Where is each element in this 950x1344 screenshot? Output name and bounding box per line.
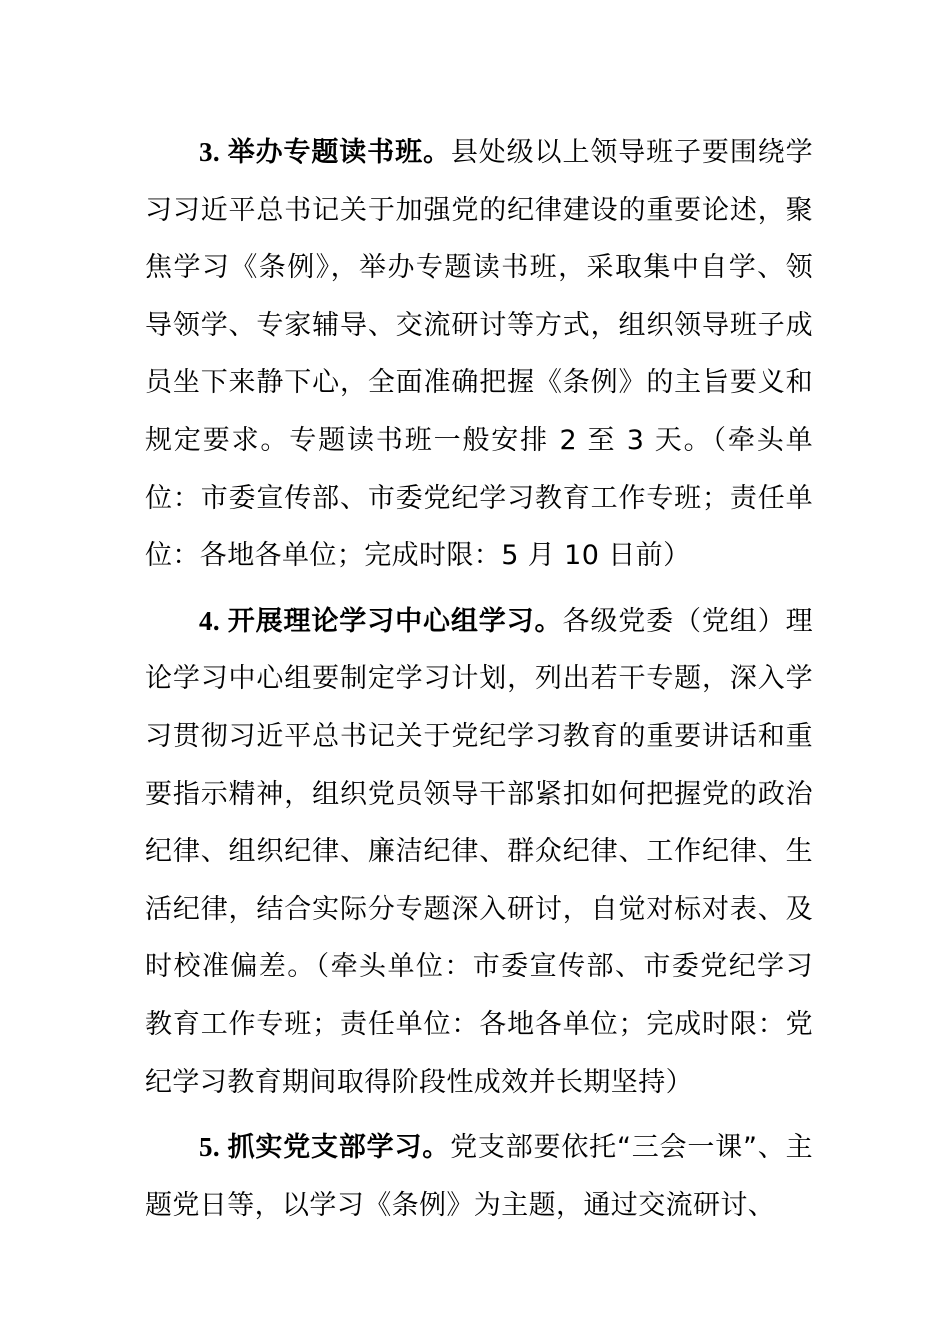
paragraph-4	[145, 593, 813, 1111]
paragraph-text: 党支部要依托“三会一课”、主题党日等，以学习《条例》为主题，通过交流研讨、	[145, 1132, 814, 1221]
document-body	[145, 124, 813, 1234]
paragraph-text: 各级党委（党组）理论学习中心组要制定学习计划，列出若干专题，深入学习贯彻习近平总书记关于党纪学习教育的重要讲话和重要指示精神，组织党员领导干部紧扣如何把握党的政治纪律、组织纪律、廉洁纪律、群众纪律、工作纪律、生活纪律，结合实际分专题深入研讨，自觉对标对表、及时校准偏差。（牵头单位：市委宣传部、市委党纪学习教育工作专班；责任单位：各地各单位；完成时限：党纪学习教育期间取得阶段性成效并长期坚持）	[145, 605, 813, 1098]
paragraph-number: 5.	[199, 1132, 228, 1163]
paragraph-heading: 开展理论学习中心组学习。	[227, 605, 563, 637]
paragraph-5	[145, 1119, 813, 1234]
paragraph-text: 县处级以上领导班子要围绕学习习近平总书记关于加强党的纪律建设的重要论述，聚焦学习《条例》，举办专题读书班，采取集中自学、领导领学、专家辅导、交流研讨等方式，组织领导班子成员坐下来静下心，全面准确把握《条例》的主旨要义和规定要求。专题读书班一般安排 2 至 3 天。（牵头单位：市委宣传部、市委党纪学习教育工作专班；责任单位：各地各单位；完成时限：5 月 10 日前）	[145, 137, 814, 572]
paragraph-number: 4.	[199, 605, 228, 636]
paragraph-heading: 抓实党支部学习。	[227, 1132, 451, 1164]
paragraph-heading: 举办专题读书班。	[227, 137, 451, 168]
paragraph-3	[145, 124, 813, 585]
paragraph-number: 3.	[199, 137, 228, 167]
